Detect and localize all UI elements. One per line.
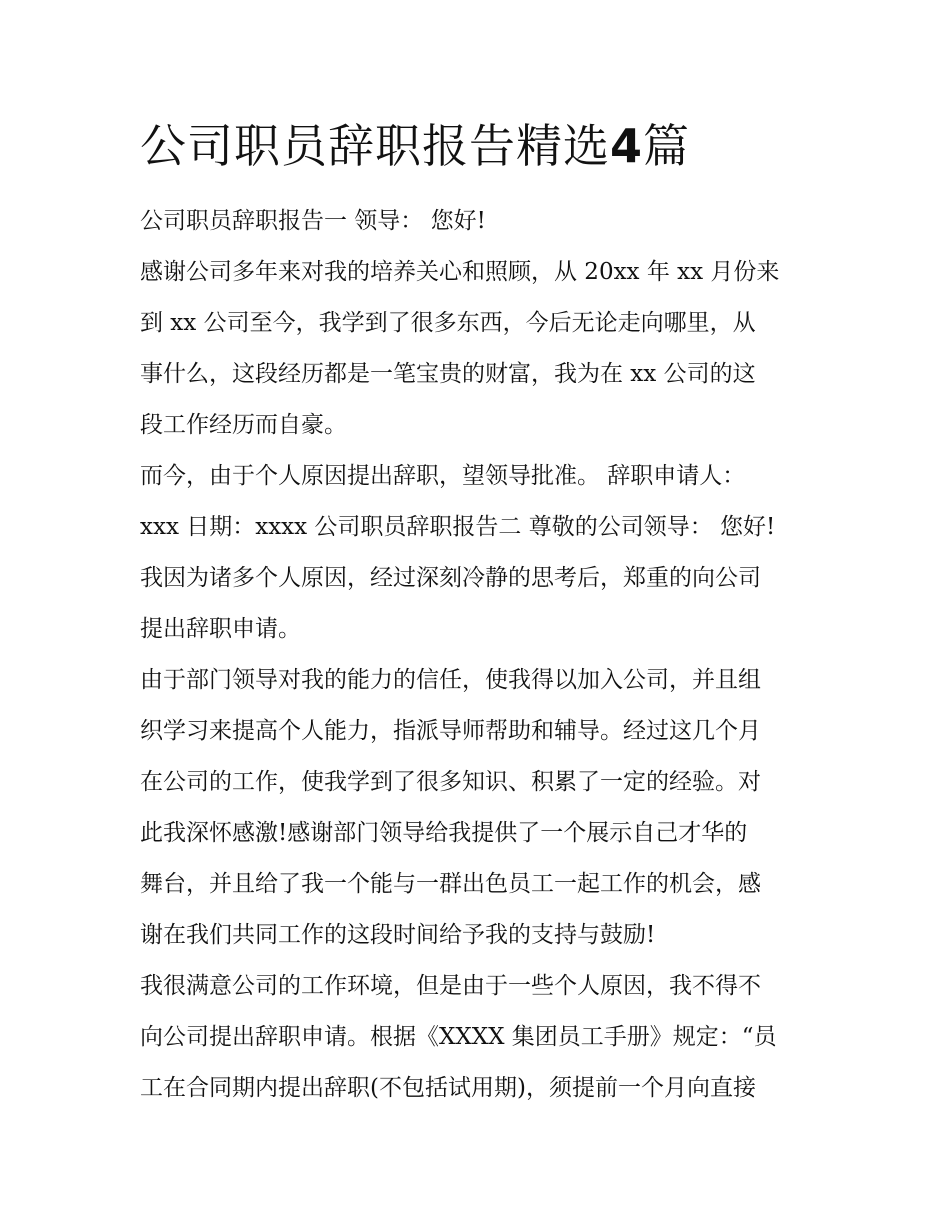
text-line: 提出辞职申请。 <box>140 616 301 642</box>
title-suffix: 篇 <box>643 119 691 173</box>
title-number: 4 <box>610 119 644 173</box>
text-line: 由于部门领导对我的能力的信任，使我得以加入公司，并且组 <box>140 667 761 693</box>
text-line: 而今，由于个人原因提出辞职，望领导批准。 辞职申请人： <box>140 463 746 489</box>
text-line: 织学习来提高个人能力，指派导师帮助和辅导。经过这几个月 <box>140 718 761 744</box>
text-line: 公司职员辞职报告一 领导： 您好! <box>140 208 486 234</box>
text-line: 我因为诸多个人原因，经过深刻冷静的思考后，郑重的向公司 <box>140 565 761 591</box>
text-line: 事什么，这段经历都是一笔宝贵的财富，我为在 xx 公司的这 <box>140 361 756 387</box>
text-line: 段工作经历而自豪。 <box>140 412 347 438</box>
text-line: 到 xx 公司至今，我学到了很多东西，今后无论走向哪里，从 <box>140 310 756 336</box>
text-line: 感谢公司多年来对我的培养关心和照顾，从 20xx 年 xx 月份来 <box>140 259 780 285</box>
text-line: xxx 日期：xxxx 公司职员辞职报告二 尊敬的公司领导： 您好! <box>140 514 776 540</box>
text-line: 谢在我们共同工作的这段时间给予我的支持与鼓励! <box>140 922 656 948</box>
document-title <box>140 114 690 178</box>
text-line: 我很满意公司的工作环境，但是由于一些个人原因，我不得不 <box>140 973 761 999</box>
text-line: 舞台，并且给了我一个能与一群出色员工一起工作的机会，感 <box>140 871 761 897</box>
text-line: 向公司提出辞职申请。根据《XXXX 集团员工手册》规定：“员 <box>140 1024 777 1050</box>
text-line: 工在合同期内提出辞职(不包括试用期)，须提前一个月向直接 <box>140 1075 756 1101</box>
text-line: 此我深怀感激!感谢部门领导给我提供了一个展示自己才华的 <box>140 820 748 846</box>
title-text: 公司职员辞职报告精选 <box>140 119 610 173</box>
text-line: 在公司的工作，使我学到了很多知识、积累了一定的经验。对 <box>140 769 761 795</box>
